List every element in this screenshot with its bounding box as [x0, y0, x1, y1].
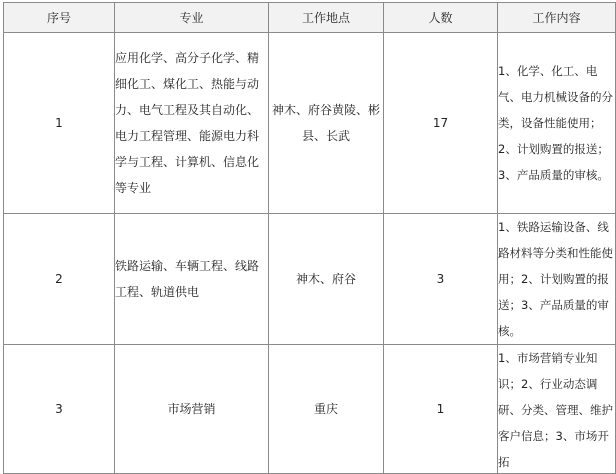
table-row	[4, 214, 616, 345]
table-row	[4, 33, 616, 214]
header-count: 人数	[384, 3, 498, 33]
row-location: 神木、府谷黄陵、彬县、长武	[269, 33, 384, 214]
row-location: 重庆	[269, 345, 384, 474]
text-fade-overlay	[555, 443, 615, 473]
table-header-row	[4, 3, 616, 33]
header-index: 序号	[4, 3, 115, 33]
row-major: 市场营销	[115, 345, 269, 474]
header-content: 工作内容	[498, 3, 616, 33]
row-content: 1、铁路运输设备、线路材料等分类和性能使用；2、计划购置的报送；3、产品质量的审核。	[498, 214, 616, 345]
row-index: 1	[4, 33, 115, 214]
row-location: 神木、府谷	[269, 214, 384, 345]
row-content: 1、市场营销专业知识；2、行业动态调研、分类、管理、维护客户信息；3、市场开拓	[498, 351, 613, 469]
row-major: 铁路运输、车辆工程、线路工程、轨道供电	[115, 214, 269, 345]
row-content: 1、化学、化工、电气、电力机械设备的分类，设备性能使用；2、计划购置的报送；3、产品质量的审核。	[498, 33, 616, 214]
row-count: 17	[384, 33, 498, 214]
row-count: 1	[384, 345, 498, 474]
row-major: 应用化学、高分子化学、精细化工、煤化工、热能与动力、电气工程及其自动化、电力工程管理、能源电力科学与工程、计算机、信息化等专业	[115, 33, 269, 214]
row-count: 3	[384, 214, 498, 345]
header-major: 专业	[115, 3, 269, 33]
header-location: 工作地点	[269, 3, 384, 33]
row-content-cell	[498, 345, 616, 474]
job-table	[3, 2, 616, 474]
table-row	[4, 345, 616, 474]
row-index: 3	[4, 345, 115, 474]
row-index: 2	[4, 214, 115, 345]
